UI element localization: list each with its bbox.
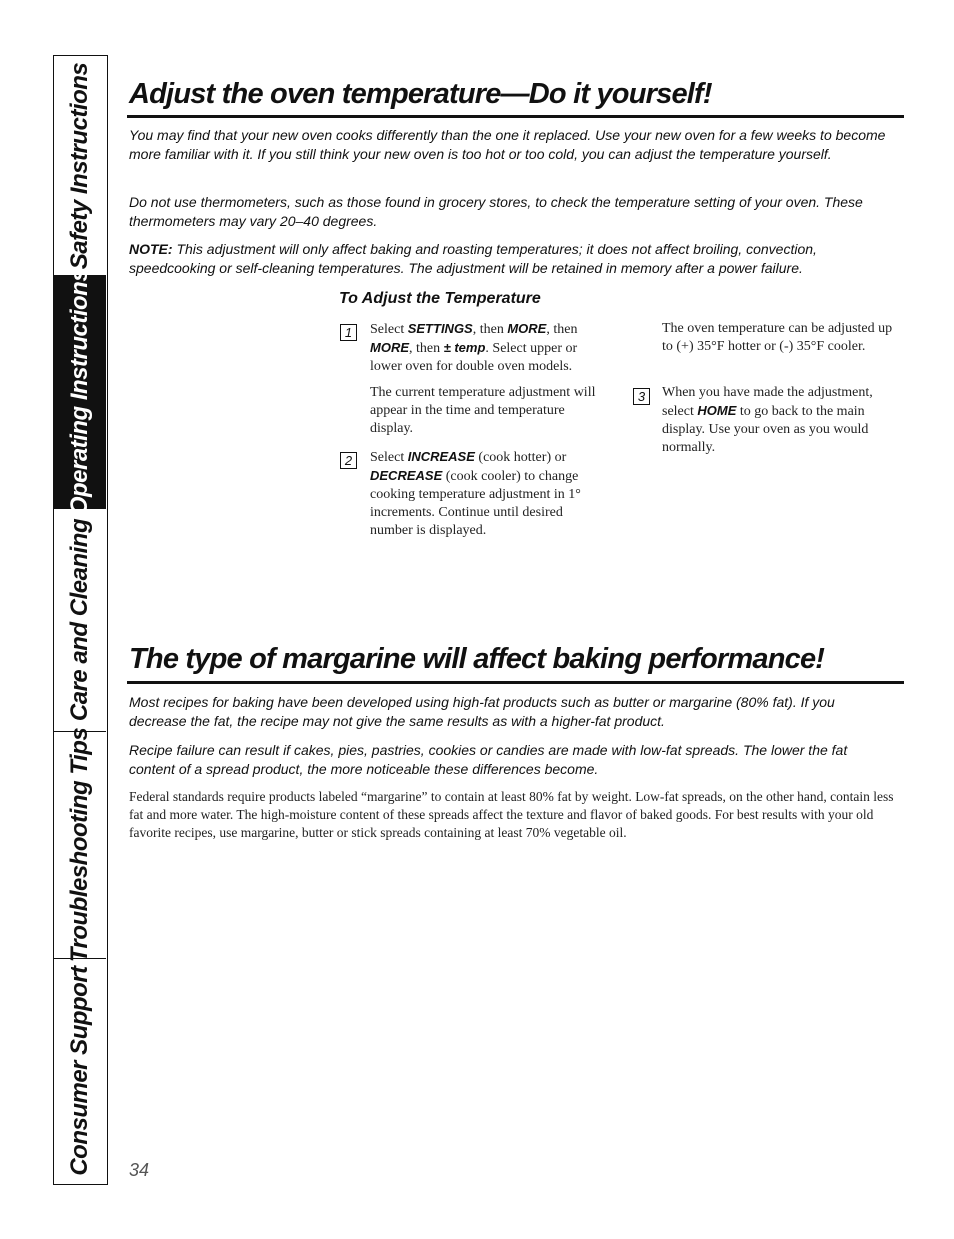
section-title-oven-temperature: Adjust the oven temperature—Do it yourself! xyxy=(129,78,712,110)
step-number-2: 2 xyxy=(340,452,357,469)
tab-care-and-cleaning[interactable] xyxy=(54,509,106,732)
section-title-margarine: The type of margarine will affect baking performance! xyxy=(129,643,825,675)
page-number: 34 xyxy=(129,1160,150,1180)
tab-troubleshooting-tips[interactable] xyxy=(54,727,106,963)
margarine-paragraph-3: Federal standards require products labeled “margarine” to contain at least 80% fat by weight. Low-fat spreads, on the other hand, contain less fat and more water. The high-moisture content of these spreads affect the texture and flavor of baked goods. For best results with your old favorite recipes, use margarine, butter or stick spreads containing at least 70% vegetable oil. xyxy=(129,789,894,840)
step-2-text: Select INCREASE (cook hotter) or DECREASE (cook cooler) to change cooking temperature adjustment in 1° increments. Continue until desired number is displayed. xyxy=(370,449,581,538)
section-tab-bar xyxy=(53,55,108,1185)
step-1-text: Select SETTINGS, then MORE, then MORE, then ± temp. Select upper or lower oven for double oven models. xyxy=(370,321,578,374)
title-rule xyxy=(127,681,904,684)
tab-label: Operating Instructions xyxy=(66,268,93,516)
margarine-paragraph-1: Most recipes for baking have been developed using high-fat products such as butter or margarine (80% fat). If you decrease the fat, the recipe may not give the same results as with a higher-fat product. xyxy=(129,694,835,729)
step-1-note: The current temperature adjustment will appear in the time and temperature display. xyxy=(370,385,596,436)
tab-label: Care and Cleaning xyxy=(66,518,93,722)
tab-label: Consumer Support xyxy=(66,966,93,1176)
step-number-1: 1 xyxy=(340,324,357,341)
note-label: NOTE: xyxy=(129,241,173,257)
adjustment-range-text: The oven temperature can be adjusted up to (+) 35°F hotter or (-) 35°F cooler. xyxy=(662,321,893,354)
note-text: This adjustment will only affect baking and roasting temperatures; it does not affect broiling, convection, speedcooking or self-cleaning temperatures. The adjustment will be retained in memory after a power failure. xyxy=(129,241,817,276)
tab-consumer-support[interactable] xyxy=(54,959,106,1183)
intro-paragraph: You may find that your new oven cooks differently than the one it replaced. Use your new oven for a few weeks to become more familiar with it. If you still think your new oven is too hot or too cold, you can adjust the temperature yourself. xyxy=(129,127,886,162)
note-paragraph xyxy=(129,240,889,278)
step-3-text: When you have made the adjustment, select HOME to go back to the main display. Use your oven as you would normally. xyxy=(662,385,873,455)
tab-label: Troubleshooting Tips xyxy=(66,727,93,963)
tab-safety-instructions[interactable] xyxy=(54,56,106,276)
title-rule xyxy=(127,115,904,118)
margarine-paragraph-2: Recipe failure can result if cakes, pies, pastries, cookies or candies are made with low-fat spreads. The lower the fat content of a spread product, the more noticeable these differences become. xyxy=(129,742,848,777)
thermometer-paragraph: Do not use thermometers, such as those found in grocery stores, to check the temperature setting of your oven. These thermometers may vary 20–40 degrees. xyxy=(129,194,863,229)
step-number-3: 3 xyxy=(633,388,650,405)
tab-label: Safety Instructions xyxy=(66,62,93,269)
subheading-adjust-temperature: To Adjust the Temperature xyxy=(339,290,541,307)
tab-operating-instructions[interactable] xyxy=(54,268,106,516)
